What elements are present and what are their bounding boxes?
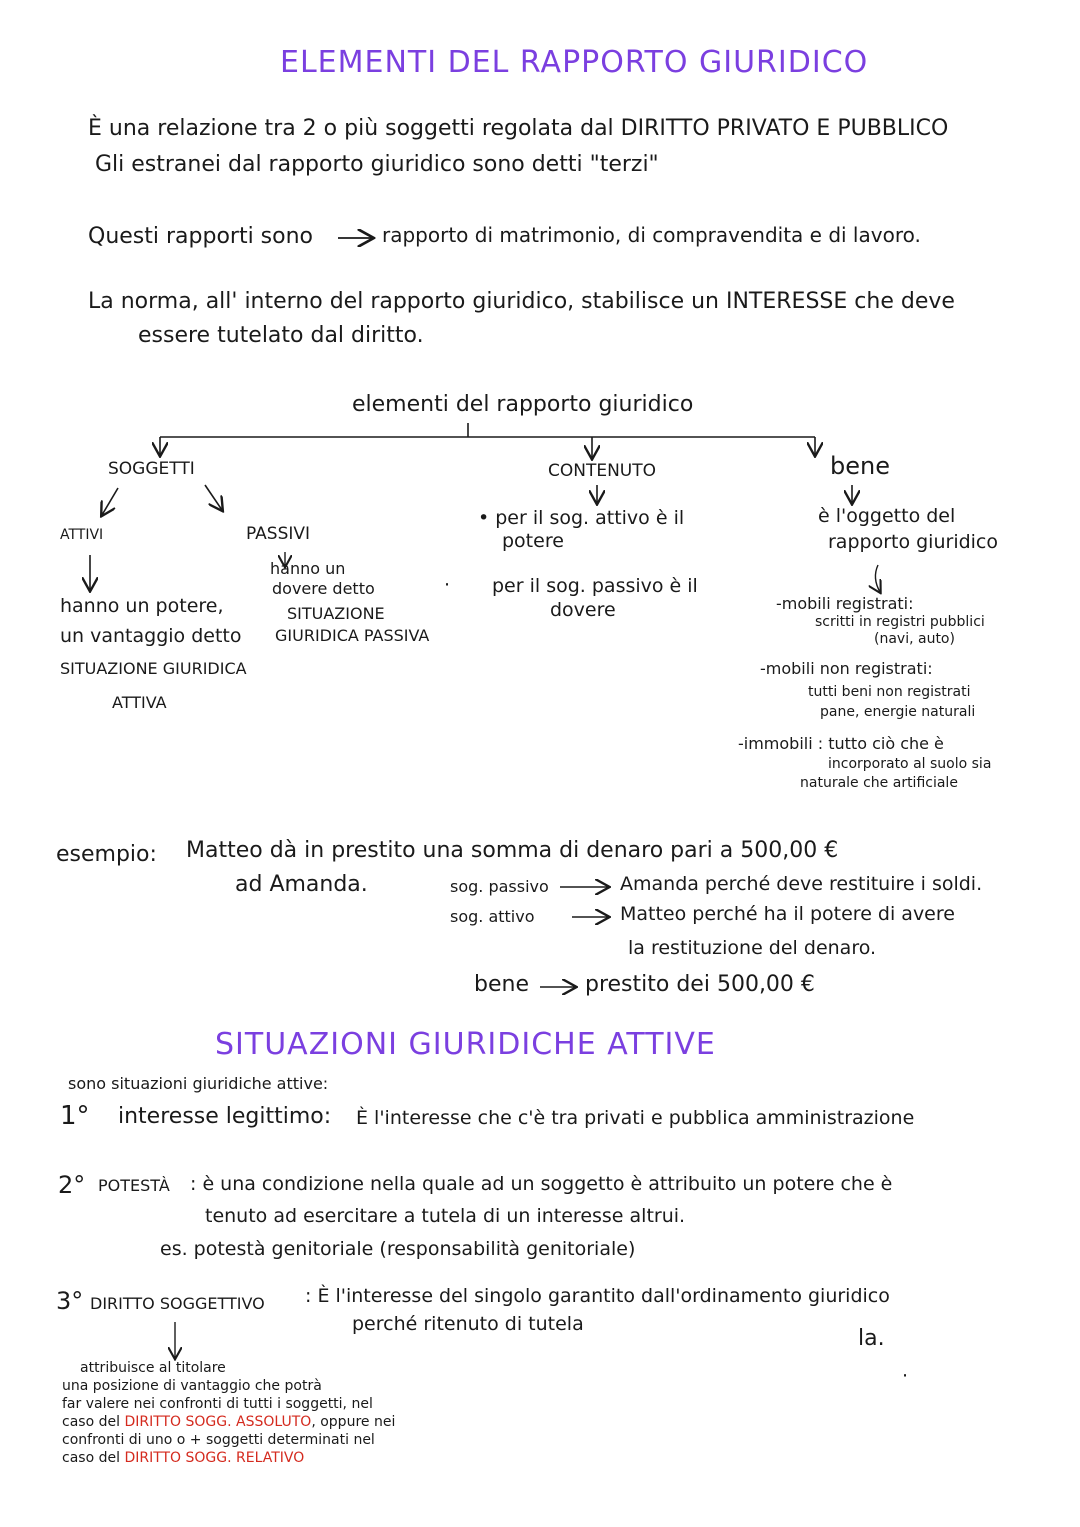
attivi-desc-2: un vantaggio detto bbox=[60, 625, 242, 647]
note-line-4-a: caso del bbox=[62, 1414, 120, 1430]
stray-dot-2: · bbox=[902, 1365, 909, 1387]
node-passivi: PASSIVI bbox=[246, 524, 311, 544]
item-2-example: es. potestà genitoriale (responsabilità genitoriale) bbox=[160, 1238, 636, 1260]
note-line-6 bbox=[62, 1450, 304, 1466]
bene-type-3-line-2: incorporato al suolo sia bbox=[828, 756, 992, 772]
bene-desc-1: è l'oggetto del bbox=[818, 505, 956, 527]
example-attivo-text-1: Matteo perché ha il potere di avere bbox=[620, 903, 955, 925]
item-2-text-2: tenuto ad esercitare a tutela di un interesse altrui. bbox=[205, 1205, 686, 1227]
intro-line-4: La norma, all' interno del rapporto giuridico, stabilisce un INTERESSE che deve bbox=[88, 289, 955, 314]
attivi-desc-3: SITUAZIONE GIURIDICA bbox=[60, 659, 247, 678]
note-line-3: far valere nei confronti di tutti i soggetti, nel bbox=[62, 1396, 373, 1412]
passivi-desc-3: SITUAZIONE bbox=[287, 604, 385, 623]
item-3-stray-text: la. bbox=[858, 1326, 885, 1351]
example-line-2: ad Amanda. bbox=[235, 872, 368, 897]
node-contenuto: CONTENUTO bbox=[548, 461, 657, 481]
intro-line-5: essere tutelato dal diritto. bbox=[138, 323, 424, 348]
example-label: esempio: bbox=[56, 842, 157, 867]
item-1-text: È l'interesse che c'è tra privati e pubblica amministrazione bbox=[356, 1107, 915, 1129]
intro-line-1: È una relazione tra 2 o più soggetti regolata dal DIRITTO PRIVATO E PUBBLICO bbox=[88, 116, 949, 141]
passivi-desc-2: dovere detto bbox=[272, 579, 375, 598]
diritto-relativo-label: DIRITTO SOGG. RELATIVO bbox=[124, 1450, 305, 1466]
attivi-desc-1: hanno un potere, bbox=[60, 595, 224, 617]
stray-dot: · bbox=[444, 574, 451, 596]
bene-type-1-line-2: scritti in registri pubblici bbox=[815, 614, 985, 630]
example-passivo-text: Amanda perché deve restituire i soldi. bbox=[620, 873, 983, 895]
item-1-heading: interesse legittimo: bbox=[118, 1104, 332, 1129]
node-bene: bene bbox=[830, 452, 890, 480]
example-bene-label: bene bbox=[474, 972, 529, 997]
bene-type-3-line-3: naturale che artificiale bbox=[800, 775, 958, 791]
bene-type-1-line-3: (navi, auto) bbox=[874, 631, 955, 647]
item-3-heading: DIRITTO SOGGETTIVO bbox=[90, 1294, 265, 1313]
example-attivo-text-2: la restituzione del denaro. bbox=[628, 937, 877, 959]
contenuto-desc-1: • per il sog. attivo è il bbox=[478, 507, 685, 529]
bene-type-3-head: -immobili : tutto ciò che è bbox=[738, 734, 944, 753]
item-2-text-1: : è una condizione nella quale ad un soggetto è attribuito un potere che è bbox=[190, 1173, 893, 1195]
note-line-4 bbox=[62, 1414, 395, 1430]
contenuto-desc-2: potere bbox=[502, 530, 564, 552]
diritto-assoluto-label: DIRITTO SOGG. ASSOLUTO bbox=[124, 1414, 312, 1430]
page-title: ELEMENTI DEL RAPPORTO GIURIDICO bbox=[280, 45, 869, 80]
example-line-1: Matteo dà in prestito una somma di denaro pari a 500,00 € bbox=[186, 838, 839, 863]
node-soggetti: SOGGETTI bbox=[108, 459, 195, 479]
item-3-number: 3° bbox=[56, 1287, 84, 1315]
note-line-2: una posizione di vantaggio che potrà bbox=[62, 1378, 322, 1394]
example-passivo-label: sog. passivo bbox=[450, 877, 549, 896]
section-title: SITUAZIONI GIURIDICHE ATTIVE bbox=[215, 1027, 716, 1062]
note-line-6-a: caso del bbox=[62, 1450, 120, 1466]
contenuto-desc-3: per il sog. passivo è il bbox=[492, 575, 698, 597]
note-line-1: attribuisce al titolare bbox=[80, 1360, 226, 1376]
bene-desc-2: rapporto giuridico bbox=[828, 531, 999, 553]
note-line-4-c: , oppure nei bbox=[311, 1414, 396, 1430]
item-2-heading: POTESTÀ bbox=[98, 1176, 170, 1195]
node-attivi: ATTIVI bbox=[60, 527, 104, 543]
item-1-number: 1° bbox=[60, 1101, 90, 1131]
example-attivo-label: sog. attivo bbox=[450, 907, 535, 926]
bene-type-1-head: -mobili registrati: bbox=[776, 594, 914, 613]
item-3-text-1: : È l'interesse del singolo garantito dall'ordinamento giuridico bbox=[305, 1285, 890, 1307]
bene-type-2-line-3: pane, energie naturali bbox=[820, 704, 976, 720]
passivi-desc-1: hanno un bbox=[270, 559, 346, 578]
intro-line-3b: rapporto di matrimonio, di compravendita e di lavoro. bbox=[382, 223, 921, 247]
bene-type-2-head: -mobili non registrati: bbox=[760, 659, 933, 678]
contenuto-desc-4: dovere bbox=[550, 599, 616, 621]
attivi-desc-4: ATTIVA bbox=[112, 693, 167, 712]
passivi-desc-4: GIURIDICA PASSIVA bbox=[275, 626, 430, 645]
bene-type-2-line-2: tutti beni non registrati bbox=[808, 684, 971, 700]
item-2-number: 2° bbox=[58, 1171, 86, 1199]
note-line-5: confronti di uno o + soggetti determinati nel bbox=[62, 1432, 375, 1448]
intro-line-3a: Questi rapporti sono bbox=[88, 224, 314, 249]
section-intro: sono situazioni giuridiche attive: bbox=[68, 1074, 329, 1093]
item-3-text-2: perché ritenuto di tutela bbox=[352, 1313, 584, 1335]
diagram-root: elementi del rapporto giuridico bbox=[352, 392, 694, 417]
example-bene-text: prestito dei 500,00 € bbox=[585, 972, 815, 997]
intro-line-2: Gli estranei dal rapporto giuridico sono detti "terzi" bbox=[95, 152, 659, 177]
